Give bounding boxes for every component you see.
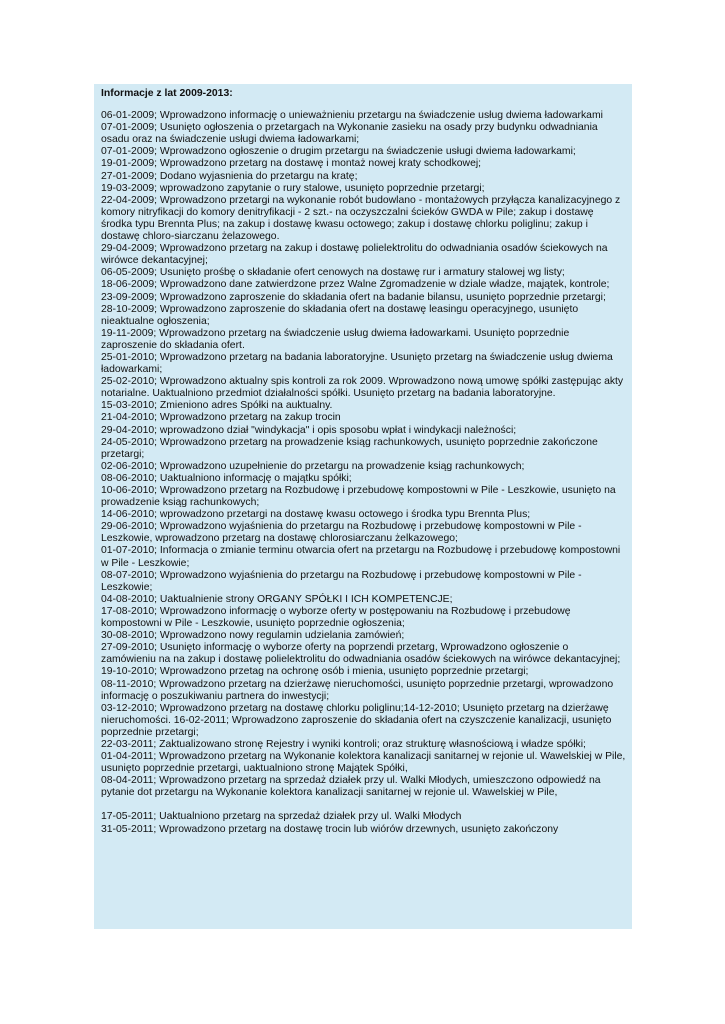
log-entry: 01-04-2011; Wprowadzono przetarg na Wykonanie kolektora kanalizacji sanitarnej w rejonie ul. Wawelskiej w Pile, usunięto poprzednie przetargi, uaktualniono stronę Majątek Spółki, [101,751,626,775]
log-entry: 08-06-2010; Uaktualniono informację o majątku spółki; [101,472,352,484]
log-entry: 07-01-2009; Wprowadzono ogłoszenie o drugim przetargu na świadczenie usługi dwiema ładowarkami; [101,146,576,158]
log-entry: 29-04-2009; Wprowadzono przetarg na zakup i dostawę polielektrolitu do odwadniania osadów ściekowych na wirówce dekantacyjnej; [101,243,608,267]
log-entry: 27-01-2009; Dodano wyjasnienia do przetargu na kratę; [101,170,358,182]
log-entry: 29-06-2010; Wprowadzono wyjaśnienia do przetargu na Rozbudowę i przebudowę kompostowni w Pile - Leszkowie, wprowadzono przetarg na dostawę chlorosiarczanu żelkazowego; [101,521,582,545]
log-entry: 06-05-2009; Usunięto prośbę o składanie ofert cenowych na dostawę rur i armatury stalowej wg listy; [101,267,565,279]
log-entry: 08-11-2010; Wprowadzono przetarg na dzierżawę nieruchomości, usunięto poprzednie przetargi, wprowadzono informację o poszukiwaniu partnera do inwestycji; [101,678,614,702]
log-entry: 19-01-2009; Wprowadzono przetarg na dostawę i montaż nowej kraty schodkowej; [101,158,482,170]
log-entry: 10-06-2010; Wprowadzono przetarg na Rozbudowę i przebudowę kompostowni w Pile - Leszkowie, usunięto na prowadzenie ksiąg rachunkowych; [101,485,616,509]
log-entry: 15-03-2010; Zmieniono adres Spółki na auktualny. [101,400,333,412]
log-entry: 27-09-2010; Usunięto informację o wyborze oferty na poprzendi przetarg, Wprowadzono ogłoszenie o zamówieniu na na zakup i dostawę polielektrolitu do odwadniania osadów ściekowych na wirówce dekantacyjnej; [101,642,621,666]
log-entry: 17-08-2010; Wprowadzono informację o wyborze oferty w postępowaniu na Rozbudowę i przebudowę kompostowni w Pile - Leszkowie, usunięto poprzednie ogłoszenia; [101,605,571,630]
log-entry: 25-01-2010; Wprowadzono przetarg na badania laboratoryjne. Usunięto przetarg na świadczenie usług dwiema ładowarkami; [101,351,613,376]
log-entry: 01-07-2010; Informacja o zmianie terminu otwarcia ofert na przetargu na Rozbudowę i przebudowę kompostowni w Pile - Leszkowie; [101,545,621,569]
log-entry: 22-04-2009; Wprowadzono przetargi na wykonanie robót budowlano - montażowych przyłącza kanalizacyjnego z komory nitryfikacji do komory denitryfikacji - 2 szt.- na oczyszczalni ścieków GWDA w Pile; zakup i dostawę środka typu Brennta Plus; na zakup i dostawę kwasu octowego; zakup i dostawę chlorku poliglinu; zakup i dostawę chloro-siarczanu żelazowego. [101,194,621,243]
log-entry: 17-05-2011; Uaktualniono przetarg na sprzedaż działek przy ul. Walki Młodych [101,811,462,823]
log-entry: 24-05-2010; Wprowadzono przetarg na prowadzenie ksiąg rachunkowych, usunięto poprzednie zakończone przetargi; [101,436,598,460]
log-entry: 06-01-2009; Wprowadzono informację o unieważnieniu przetargu na świadczenie usług dwiema ładowarkami [101,110,603,122]
log-entry: 07-01-2009; Usunięto ogłoszenia o przetargach na Wykonanie zasieku na osady przy budynku odwadniania osadu oraz na świadczenie usługi dwiema ładowarkami; [101,122,598,146]
log-entry: 30-08-2010; Wprowadzono nowy regulamin udzielania zamówień; [101,630,405,642]
log-entry: 21-04-2010; Wprowadzono przetarg na zakup trocin [101,412,341,424]
update-log [101,110,626,836]
log-entry: 08-07-2010; Wprowadzono wyjaśnienia do przetargu na Rozbudowę i przebudowę kompostowni w Pile - Leszkowie; [101,569,582,593]
log-entry: 28-10-2009; Wprowadzono zaproszenie do składania ofert na dostawę leasingu operacyjnego, usunięto nieaktualne ogłoszenia; [101,303,579,327]
log-entry: 19-11-2009; Wprowadzono przetarg na świadczenie usług dwiema ładowarkami. Usunięto poprzednie zaproszenie do składania ofert. [101,327,570,351]
log-entry: 08-04-2011; Wprowadzono przetarg na sprzedaż działek przy ul. Walki Młodych, umieszczono odpowiedź na pytanie dot przetargu na Wykonanie kolektora kanalizacji sanitarnej w rejonie ul. Wawelskiej w Pile, [101,775,601,799]
log-entry: 14-06-2010; wprowadzono przetargi na dostawę kwasu octowego i środka typu Brennta Plus; [101,509,531,521]
log-entry: 03-12-2010; Wprowadzono przetarg na dostawę chlorku poliglinu;14-12-2010; Usunięto przetarg na dzierżawę nieruchomości. 16-02-2011; Wprowadzono zaproszenie do składania ofert na czyszczenie kanalizacji, usunięto poprzednie przetargi; [101,702,612,738]
log-entry: 19-03-2009; wprowadzono zapytanie o rury stalowe, usunięto poprzednie przetargi; [101,182,485,194]
log-entry: 25-02-2010; Wprowadzono aktualny spis kontroli za rok 2009. Wprowadzono nową umowę spółki zastępując akty notarialne. Uaktualniono przedmiot działalności spółki. Usunięto przetarg na badania laboratoryjne. [101,376,624,400]
log-entry: 04-08-2010; Uaktualnienie strony ORGANY SPÓŁKI I ICH KOMPETENCJE; [101,593,453,605]
log-entry: 02-06-2010; Wprowadzono uzupełnienie do przetargu na prowadzenie ksiąg rachunkowych; [101,460,525,472]
content-panel [94,84,632,929]
log-entry: 18-06-2009; Wprowadzono dane zatwierdzone przez Walne Zgromadzenie w dziale władze, majątek, kontrole; [101,279,610,291]
log-entry: 22-03-2011; Zaktualizowano stronę Rejestry i wyniki kontroli; oraz strukturę własnościową i władze spółki; [101,738,586,750]
log-entry: 23-09-2009; Wprowadzono zaproszenie do składania ofert na badanie bilansu, usunięto poprzednie przetargi; [101,291,606,303]
log-entry: 31-05-2011; Wprowadzono przetarg na dostawę trocin lub wiórów drzewnych, usunięto zakończony [101,823,559,835]
section-heading: Informacje z lat 2009-2013: [101,88,233,99]
log-entry: 29-04-2010; wprowadzono dział "windykacja" i opis sposobu wpłat i windykacji należności; [101,424,517,436]
log-entry: 19-10-2010; Wprowadzono przetag na ochronę osób i mienia, usunięto poprzednie przetargi; [101,666,529,678]
